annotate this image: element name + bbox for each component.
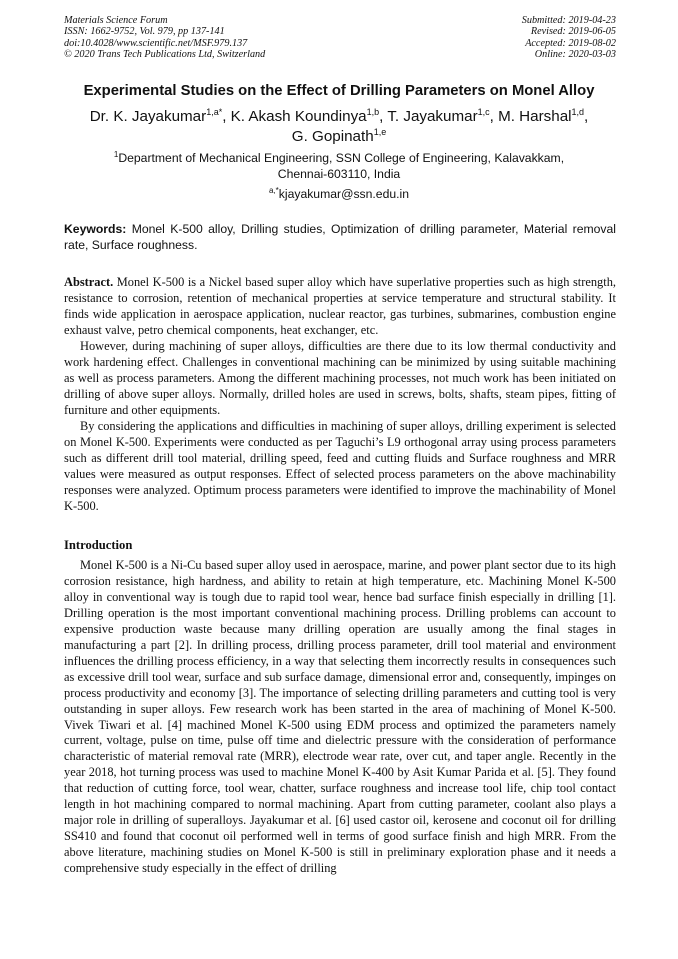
affiliation: $^1$Department of Mechanical Engineering, SSN College of Engineering, Kalavakkam, Chennai-603110, India — [113, 150, 565, 181]
keywords-label: Keywords: — [64, 222, 127, 236]
keywords-text: Monel K-500 alloy, Drilling studies, Optimization of drilling parameter, Material removal rate, Surface roughness. — [64, 222, 616, 252]
publication-dates — [522, 15, 616, 60]
author: T. Jayakumar$^{1,c}$, — [387, 107, 499, 125]
author: Dr. K. Jayakumar$^{1,a*}$, — [89, 107, 231, 125]
author-list — [56, 107, 622, 147]
journal-info — [64, 15, 265, 60]
corresponding-email: $^{a,*}$kjayakumar@ssn.edu.in — [268, 186, 410, 201]
abstract-paragraph-2: However, during machining of super alloys, difficulties are there due to its low thermal conductivity and work hardening effect. Challenges in conventional machining can be minimized by using suitable machining as well as process parameters. Among the different machining processes, not much work has been initiated on drilling of above super alloys. Normally, drilled holes are used in screws, bolts, shafts, steam pipes, fitting of furniture and other equipments. — [64, 339, 616, 417]
abstract-label: Abstract. — [64, 275, 114, 289]
introduction-paragraph: Monel K-500 is a Ni-Cu based super alloy used in aerospace, marine, and power plant sector due to its high corrosion resistance, high hardness, and ability to retain at high temperature, etc. Machining Monel K-500 alloy in conventional way is tough due to rapid tool wear, hence bad surface finish especially in drilling [1]. Drilling operation is the most important conventional machining process. Drilling problems can account to expensive production waste because many drilling operation are usually among the final stages in manufacturing a part [2]. In drilling process, drilling process parameter, drill tool material and environment influences the drilling process efficiency, in a way that selecting them incorrectly results in consequences such as excessive drill tool wear, surface and sub surface damage, dimensional error and, consequently, impinges on process productivity and economy [3]. The importance of selecting drilling parameters and cutting tool is very outstanding in super alloys. Few research work has been started in the area of machining of Monel K-500. Vivek Tiwari et al. [4] machined Monel K-500 using EDM process and optimized the parameters namely current, voltage, pulse on time, pulse off time and dielectric pressure with the consideration of performance characteristic of material removal rate (MRR), electrode wear rate, over cut, and taper angle. Recently in the year 2018, hot turning process was used to machine Monel K-400 by Asit Kumar Parida et al. [5]. They found that reduction of cutting force, tool wear, chatter, surface roughness and increase tool life, chip tool contact length in hot machining compared to normal machining. Apart from cutting parameter, coolant also plays a major role in drilling of superalloys. Jayakumar et al. [6] used castor oil, kerosene and coconut oil for drilling SS410 and found that coconut oil performed well in terms of good surface finish and high MRR. From the above literature, machining studies on Monel K-500 is still in preliminary exploration phase and it needs a comprehensive study especially in the effect of drilling — [64, 558, 616, 876]
abstract-paragraph-1: Abstract. Monel K-500 is a Nickel based super alloy which have superlative properties such as high strength, resistance to corrosion, retention of mechanical properties at service temperature and structural stability. It finds wide application in aerospace application, nuclear reactor, gas turbines, submarines, combustion engine exhaust valve, petro chemical components, heat exchanger, etc. — [64, 275, 616, 337]
paper-title: Experimental Studies on the Effect of Drilling Parameters on Monel Alloy — [83, 83, 595, 99]
accepted-date: Accepted: 2019-08-02 — [525, 37, 616, 49]
page-header — [64, 15, 616, 65]
section-heading-introduction: Introduction — [64, 538, 133, 552]
revised-date: Revised: 2019-06-05 — [530, 26, 616, 38]
online-date: Online: 2020-03-03 — [534, 48, 616, 60]
copyright: © 2020 Trans Tech Publications Ltd, Switzerland — [64, 48, 266, 60]
author: M. Harshal$^{1,d}$, — [498, 107, 589, 125]
email-link[interactable]: kjayakumar@ssn.edu.in — [278, 187, 410, 201]
author: K. Akash Koundinya$^{1,b}$, — [230, 107, 388, 125]
keywords — [64, 222, 616, 253]
author: G. Gopinath$^{1,e}$ — [291, 127, 387, 145]
issn: ISSN: 1662-9752, Vol. 979, pp 137-141 — [64, 26, 225, 38]
doi[interactable]: doi:10.4028/www.scientific.net/MSF.979.137 — [64, 37, 248, 49]
abstract-paragraph-3: By considering the applications and difficulties in machining of super alloys, drilling experiment is selected on Monel K-500. Experiments were conducted as per Taguchi’s L9 orthogonal array using process parameters such as different drill tool material, drilling speed, feed and cutting fluids and Surface roughness and MRR values were measured as output responses. Effect of selected process parameters on the above machinability responses were analyzed. Optimum process parameters were identified to improve the machinability of Monel K-500. — [64, 419, 616, 513]
journal-name: Materials Science Forum — [64, 15, 168, 26]
submitted-date: Submitted: 2019-04-23 — [521, 15, 616, 26]
